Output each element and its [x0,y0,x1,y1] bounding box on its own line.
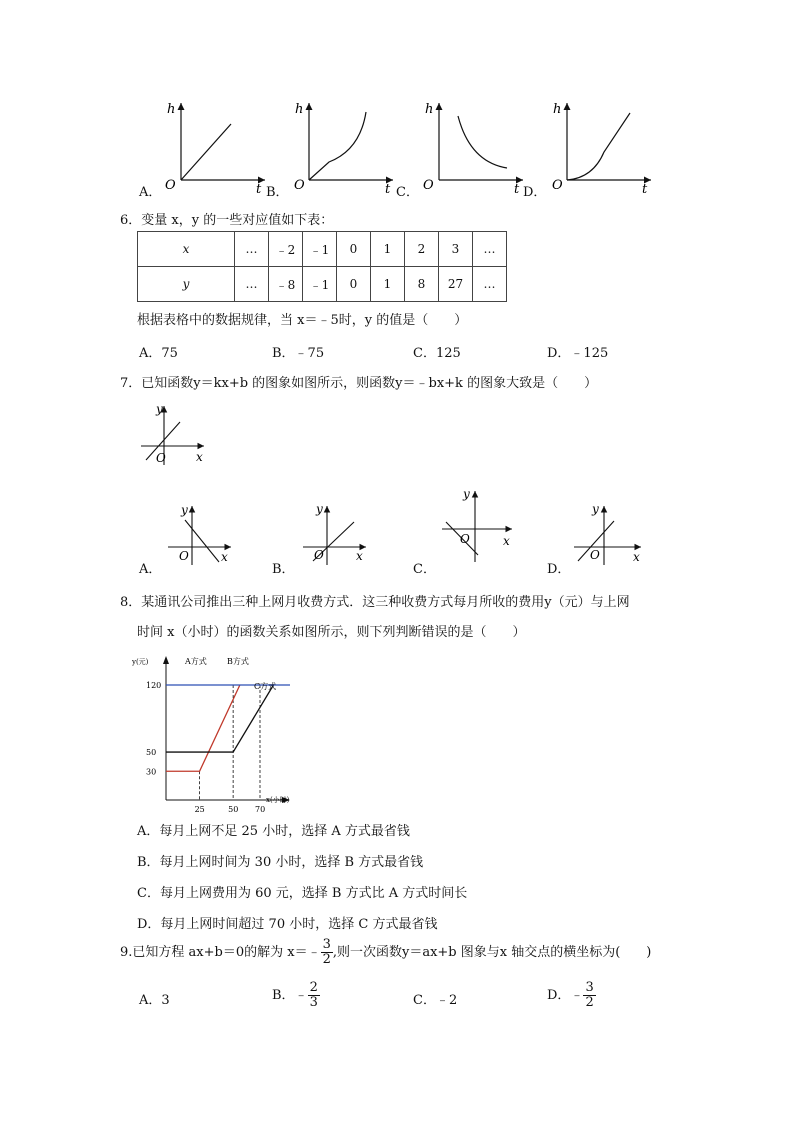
svg-text:x: x [503,534,510,548]
table-row [138,267,507,302]
q9-stem-part1: 9.已知方程 ax+b＝0的解为 x＝﹣ [120,945,321,960]
q9-choice-b-label: B． [272,988,295,1003]
svg-text:x: x [633,550,640,564]
q6-question: 根据表格中的数据规律，当 x＝﹣5时，y 的值是（ ） [137,313,468,328]
q8-choice-a: A．每月上网不足 25 小时，选择 A 方式最省钱 [137,824,410,839]
fraction-numerator: 2 [309,980,318,995]
q8-stem-line2: 时间 x（小时）的函数关系如图所示，则下列判断错误的是（ ） [137,625,526,640]
table-cell: … [473,232,507,267]
table-cell: x [138,232,235,267]
q9-choice-d-minus: ﹣ [570,988,584,1003]
svg-text:h: h [553,102,562,117]
q5-graph-a [165,102,265,197]
q9-choice-c: C．﹣2 [413,993,458,1008]
x-tick-label: 70 [255,805,266,814]
q9-choice-b [272,981,320,1011]
q7-option-a: A． [139,562,162,577]
q6-stem: 6．变量 x，y 的一些对应值如下表： [120,213,334,228]
q5-option-a: A． [139,185,162,200]
table-cell: … [235,267,269,302]
q6-table [137,231,507,302]
fraction-denominator: 3 [309,995,318,1010]
x-tick-label: 50 [228,805,239,814]
svg-text:x: x [356,549,363,563]
x-tick-label: 25 [194,805,205,814]
svg-text:h: h [295,102,304,117]
q9-stem-part2: ,则一次函数y＝ax+b 图象与x 轴交点的横坐标为( ) [332,945,652,960]
q7-option-d: D． [547,562,571,577]
y-tick-label: 50 [146,748,157,758]
y-axis-arrow-icon [163,656,169,664]
x-axis-label: x(小时) [266,796,290,804]
q8-choice-d: D．每月上网时间超过 70 小时，选择 C 方式最省钱 [137,917,438,932]
y-tick-label: 120 [146,681,162,690]
series-label-a: A方式 [185,657,207,666]
svg-text:O: O [156,451,166,465]
q5-graph-b [294,102,393,197]
q8-chart [130,650,300,814]
series-line-b [166,685,273,752]
fraction-numerator: 3 [585,980,594,995]
series-label-c: C方式 [254,682,277,691]
table-cell: 2 [405,232,439,267]
q8-choice-c: C．每月上网费用为 60 元，选择 B 方式比 A 方式时间长 [137,886,468,901]
q6-choice-a: A．75 [139,346,178,361]
q7-reference-graph [141,402,204,465]
svg-text:y: y [316,502,323,516]
table-cell: ﹣2 [269,232,303,267]
q9-choice-d-fraction [583,981,595,1010]
table-cell: ﹣1 [303,267,337,302]
table-cell: 0 [337,267,371,302]
q7-graph-d [574,502,641,565]
table-cell: 8 [405,267,439,302]
svg-text:x: x [221,550,228,564]
q5-graphs [0,0,794,200]
q7-graph-b [303,502,366,565]
svg-text:O: O [552,178,563,193]
svg-text:y: y [156,402,163,416]
q8-stem-line1: 8．某通讯公司推出三种上网月收费方式．这三种收费方式每月所收的费用y（元）与上网 [120,595,630,610]
table-row [138,232,507,267]
q5-option-c: C． [396,185,419,200]
q6-choice-d: D．﹣125 [547,346,609,361]
q8-choice-b: B．每月上网时间为 30 小时，选择 B 方式最省钱 [137,855,424,870]
table-cell: 0 [337,232,371,267]
svg-text:t: t [514,182,520,197]
fraction-numerator: 3 [322,937,331,952]
q9-choice-d [547,981,596,1011]
svg-text:O: O [460,532,470,546]
svg-text:t: t [385,182,391,197]
q6-choice-b: B．﹣75 [272,346,325,361]
svg-text:x: x [196,450,203,464]
svg-text:y: y [463,487,470,501]
fraction-denominator: 2 [585,995,594,1010]
svg-text:O: O [590,548,600,562]
y-tick-label: 30 [146,767,157,777]
table-cell: … [473,267,507,302]
q7-option-b: B． [272,562,295,577]
y-axis-label: y(元) [132,658,149,666]
svg-text:y: y [181,503,188,517]
table-cell: y [138,267,235,302]
q7-graph-c [442,487,512,562]
svg-text:t: t [642,182,648,197]
table-cell: ﹣8 [269,267,303,302]
q7-option-c: C． [413,562,436,577]
table-cell: … [235,232,269,267]
q7-graph-a [168,503,231,565]
table-cell: 3 [439,232,473,267]
q6-choice-c: C．125 [413,346,461,361]
q9-choice-b-fraction [308,981,320,1010]
q5-graph-d [552,102,651,197]
svg-text:O: O [294,178,305,193]
svg-text:O: O [165,178,176,193]
svg-text:t: t [256,182,262,197]
q9-choice-b-minus: ﹣ [294,988,308,1003]
series-line-a [166,685,240,771]
q9-stem-fraction [321,938,333,967]
table-cell: 1 [371,267,405,302]
q9-choice-d-label: D． [547,988,571,1003]
q5-graph-c [423,102,523,197]
table-cell: 27 [439,267,473,302]
svg-text:y: y [592,502,599,516]
table-cell: ﹣1 [303,232,337,267]
table-cell: 1 [371,232,405,267]
q7-graphs [0,390,794,580]
svg-text:O: O [423,178,434,193]
q7-stem: 7．已知函数y＝kx+b 的图象如图所示，则函数y＝﹣bx+k 的图象大致是（ ） [120,376,598,391]
series-label-b: B方式 [227,657,249,666]
svg-text:h: h [167,102,176,117]
svg-text:O: O [179,549,189,563]
svg-text:h: h [425,102,434,117]
q5-option-b: B． [266,185,289,200]
q9-stem [120,938,651,968]
q9-choice-a: A．3 [139,993,170,1008]
q5-option-d: D． [523,185,547,200]
fraction-denominator: 2 [322,952,331,967]
svg-text:O: O [314,548,324,562]
